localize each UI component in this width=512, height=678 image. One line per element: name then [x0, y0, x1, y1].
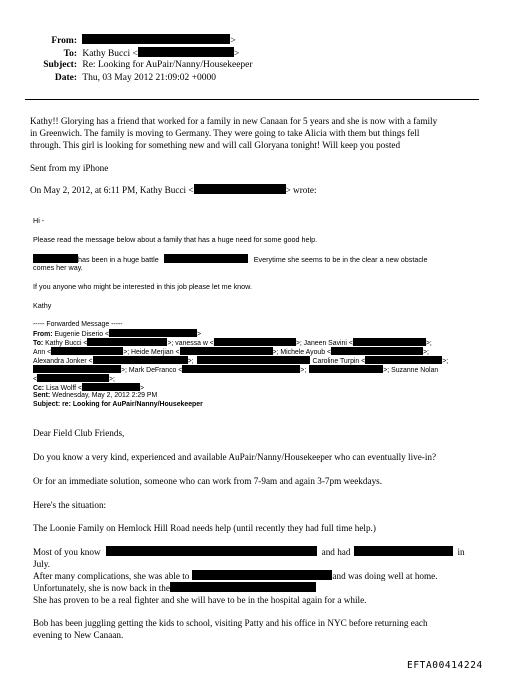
redaction [194, 184, 286, 194]
quote-intro [30, 184, 317, 197]
email-subject-row [0, 60, 253, 70]
to-tail: > [233, 49, 240, 59]
email-to-row [0, 47, 239, 59]
redaction [33, 365, 121, 373]
m3-text-a: After many complications, she was able to [33, 571, 190, 581]
redaction [170, 582, 316, 592]
fwd-ann: Ann < [33, 349, 52, 356]
msg-battle [33, 254, 428, 264]
fwd-to-kathy: Kathy Bucci < [45, 340, 88, 347]
reply-line-3: through. This girl is looking for something new and will call Gloryana tonight! Will keep you posted [30, 140, 401, 150]
redaction [331, 347, 423, 355]
sent-from-iphone: Sent from my iPhone [30, 163, 109, 173]
battle-text-a: has been in a huge battle [78, 255, 159, 264]
redaction [192, 570, 332, 580]
fwd-semi: >; [423, 349, 429, 356]
fwd-to-vanessa: >; vanessa w < [167, 340, 214, 347]
letter-greeting: Dear Field Club Friends, [33, 428, 125, 438]
fwd-from-label: From: [33, 331, 53, 338]
m4-text-a: Unfortunately, she is now back in the [33, 583, 170, 593]
letter-m3 [33, 570, 438, 583]
m1-text-c: in [457, 547, 465, 557]
redaction [309, 365, 383, 373]
fwd-gt: > [197, 331, 202, 338]
redaction [214, 338, 296, 346]
reply-line-1: Kathy!! Glorying has a friend that worked for a family in new Canaan for 5 years and she is now with a family [30, 116, 438, 126]
m3-text-b: and was doing well at home. [332, 571, 438, 581]
msg-please: Please read the message below about a family that has a huge need for some good help. [33, 235, 318, 244]
from-label: From: [51, 36, 77, 46]
forwarded-title: ----- Forwarded Message ----- [33, 321, 123, 328]
subject-label: Subject: [43, 60, 77, 70]
redaction [197, 356, 310, 364]
battle-text-b: Everytime she seems to be in the clear a new obstacle [253, 255, 428, 264]
fwd-to-janeen: >; Janeen Savini < [295, 340, 353, 347]
redaction [354, 546, 453, 556]
redaction [37, 374, 109, 382]
redaction [353, 338, 426, 346]
fwd-suzanne: Suzanne Nolan [391, 367, 439, 374]
redaction [365, 356, 442, 364]
fwd-gt-semi: >; [300, 367, 307, 374]
msg-signature: Kathy [33, 301, 52, 310]
fwd-sent-row [33, 392, 157, 401]
msg-if-anyone: If you anyone who might be interested in this job please let me know. [33, 282, 252, 291]
fwd-subject-value: re: Looking for AuPair/Nanny/Housekeeper [62, 401, 203, 408]
fwd-subject-label: Subject: [33, 401, 61, 408]
fwd-to-label: To: [33, 340, 44, 347]
redaction [93, 356, 188, 364]
header-divider [25, 99, 479, 100]
letter-p1: Do you know a very kind, experienced and available AuPair/Nanny/Housekeeper who can eventually live-in? [33, 452, 437, 462]
redaction [82, 34, 230, 44]
date-value: Thu, 03 May 2012 21:09:02 +0000 [82, 73, 216, 83]
to-label: To: [63, 49, 77, 59]
redaction [82, 383, 140, 391]
fwd-subject-row [33, 401, 203, 410]
redaction [109, 329, 197, 337]
fwd-gt-semi: >; [383, 367, 390, 374]
redaction [33, 254, 78, 263]
redaction [180, 347, 273, 355]
m1-text-b: and had [321, 547, 351, 557]
redaction [51, 347, 123, 355]
to-value: Kathy Bucci < [82, 49, 138, 59]
m1-text-a: Most of you know [33, 547, 101, 557]
fwd-lt: < [33, 376, 38, 383]
email-date-row [0, 73, 216, 83]
fwd-cc-label: Cc: [33, 385, 45, 392]
document-id: EFTA00414224 [407, 660, 483, 671]
fwd-semi: >; [425, 340, 432, 347]
letter-p2: Or for an immediate solution, someone who can work from 7-9am and again 3-7pm weekdays. [33, 476, 383, 486]
fwd-caroline: Caroline Turpin < [312, 358, 366, 365]
fwd-semi: >; [442, 358, 449, 365]
fwd-gt: > [139, 385, 145, 392]
fwd-sent-value: Wednesday, May 2, 2012 2:29 PM [52, 392, 158, 399]
redaction [182, 365, 300, 373]
letter-b2: evening to New Canaan. [33, 630, 124, 640]
letter-p4: The Loonie Family on Hemlock Hill Road needs help (until recently they had full time help.) [33, 523, 376, 533]
redaction [164, 254, 248, 263]
letter-m1 [33, 546, 465, 559]
from-tail: > [230, 36, 236, 46]
fwd-from-value: Eugenie Diserio < [54, 331, 110, 338]
quote-intro-tail: > wrote: [285, 185, 317, 195]
letter-p3: Here's the situation: [33, 500, 107, 510]
letter-m2: July. [33, 559, 51, 569]
email-from-row [0, 34, 236, 46]
quote-intro-text: On May 2, 2012, at 6:11 PM, Kathy Bucci < [30, 185, 194, 195]
fwd-heide: >; Heide Merjian < [123, 349, 180, 356]
redaction [87, 338, 167, 346]
fwd-alexandra: Alexandra Jonker < [33, 358, 93, 365]
redaction [106, 546, 317, 556]
letter-b1: Bob has been juggling getting the kids to school, visiting Patty and his office in NYC before returning each [33, 618, 428, 628]
fwd-sent-label: Sent: [33, 392, 51, 399]
letter-m4 [33, 582, 316, 595]
fwd-mark: Mark DeFranco < [128, 367, 183, 374]
fwd-gt-semi: >; [121, 367, 127, 374]
msg-battle-cont: comes her way. [33, 263, 83, 272]
fwd-cc-value: Lisa Wolff < [46, 385, 82, 392]
subject-value: Re: Looking for AuPair/Nanny/Housekeeper [82, 60, 253, 70]
msg-hi: Hi - [33, 216, 45, 225]
fwd-gt-semi: >; [109, 376, 115, 383]
redaction [138, 47, 234, 57]
fwd-michele: >; Michele Ayoub < [272, 349, 331, 356]
date-label: Date: [54, 73, 77, 83]
fwd-gt-semi: >; [187, 358, 194, 365]
letter-m5: She has proven to be a real fighter and she will have to be in the hospital again for a while. [33, 595, 367, 605]
reply-line-2: in Greenwich. The family is moving to Germany. They were going to take Alicia with them but things fell [30, 128, 420, 138]
